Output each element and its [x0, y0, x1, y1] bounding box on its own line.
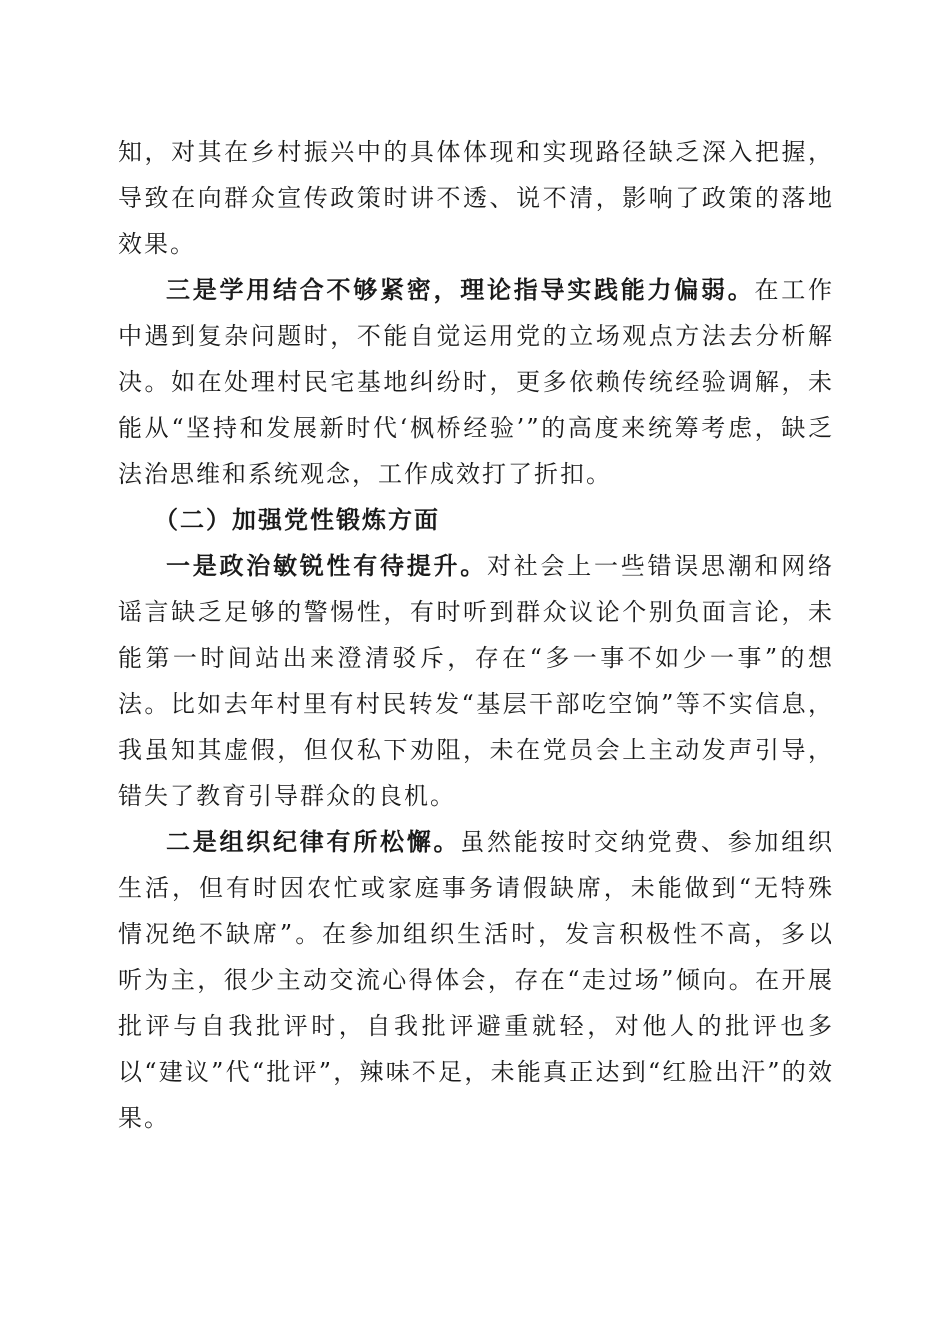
- paragraph-lead: 二是组织纪律有所松懈。: [166, 828, 461, 856]
- paragraph-point-one: [118, 543, 834, 819]
- paragraph-point-three: [118, 267, 834, 497]
- paragraph-text: 知，对其在乡村振兴中的具体体现和实现路径缺乏深入把握，导致在向群众宣传政策时讲不透、说不清，影响了政策的落地效果。: [118, 138, 834, 258]
- paragraph-lead: 一是政治敏锐性有待提升。: [166, 552, 487, 580]
- document-body: [118, 129, 834, 1141]
- paragraph-text: 对社会上一些错误思潮和网络谣言缺乏足够的警惕性，有时听到群众议论个别负面言论，未能第一时间站出来澄清驳斥，存在“多一事不如少一事”的想法。比如去年村里有村民转发“基层干部吃空饷”等不实信息，我虽知其虚假，但仅私下劝阻，未在党员会上主动发声引导，错失了教育引导群众的良机。: [118, 552, 834, 810]
- paragraph-point-two: [118, 819, 834, 1141]
- paragraph-text: 虽然能按时交纳党费、参加组织生活，但有时因农忙或家庭事务请假缺席，未能做到“无特殊情况绝不缺席”。在参加组织生活时，发言积极性不高，多以听为主，很少主动交流心得体会，存在“走过场”倾向。在开展批评与自我批评时，自我批评避重就轻，对他人的批评也多以“建议”代“批评”，辣味不足，未能真正达到“红脸出汗”的效果。: [118, 828, 834, 1132]
- paragraph-continuation: [118, 129, 834, 267]
- section-heading: [118, 497, 834, 543]
- paragraph-lead: 三是学用结合不够紧密，理论指导实践能力偏弱。: [166, 276, 755, 304]
- paragraph-text: 在工作中遇到复杂问题时，不能自觉运用党的立场观点方法去分析解决。如在处理村民宅基地纠纷时，更多依赖传统经验调解，未能从“坚持和发展新时代‘枫桥经验’”的高度来统筹考虑，缺乏法治思维和系统观念，工作成效打了折扣。: [118, 276, 834, 488]
- section-heading-text: （二）加强党性锻炼方面: [154, 506, 440, 534]
